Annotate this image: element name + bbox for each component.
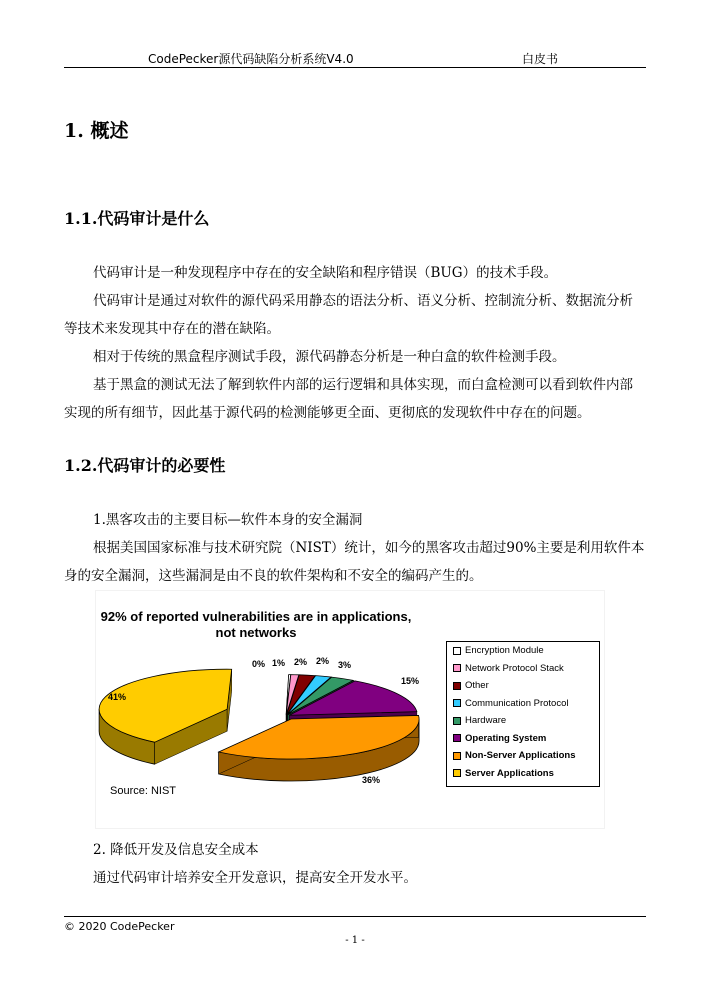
paragraph: 基于黑盒的测试无法了解到软件内部的运行逻辑和具体实现，而白盒检测可以看到软件内部实现的所有细节，因此基于源代码的检测能够更全面、更彻底的发现软件中存在的问题。: [64, 377, 633, 421]
vulnerability-pie-chart: [96, 591, 604, 828]
legend-swatch: [453, 769, 461, 777]
legend-label: Communication Protocol: [465, 697, 569, 709]
legend-label: Encryption Module: [465, 645, 544, 657]
slice-label-other: 2%: [294, 657, 308, 667]
page-number: - 1 -: [345, 935, 365, 946]
page-header: [64, 48, 646, 68]
chart-title: 92% of reported vulnerabilities are in applications, not networks: [100, 609, 412, 640]
paragraph: 1.黑客攻击的主要目标—软件本身的安全漏洞: [93, 512, 363, 528]
legend-swatch: [453, 664, 461, 672]
slice-label-os: 15%: [401, 676, 420, 686]
paragraph: 通过代码审计培养安全开发意识，提高安全开发水平。: [93, 870, 417, 886]
legend-item: [447, 747, 599, 765]
legend-swatch: [453, 734, 461, 742]
legend-label: Hardware: [465, 715, 507, 727]
legend-label: Operating System: [465, 732, 547, 744]
copyright: © 2020 CodePecker: [64, 920, 175, 933]
legend-swatch: [453, 752, 461, 760]
paragraph: 根据美国国家标准与技术研究院（NIST）统计，如今的黑客攻击超过90%主要是利用软件本身的安全漏洞，这些漏洞是由不良的软件架构和不安全的编码产生的。: [64, 540, 645, 584]
header-title: CodePecker源代码缺陷分析系统V4.0: [148, 52, 354, 66]
legend-swatch: [453, 682, 461, 690]
header-doc-type: 白皮书: [522, 52, 559, 66]
slice-label-encryption: 0%: [252, 659, 266, 669]
paragraph: 代码审计是通过对软件的源代码采用静态的语法分析、语义分析、控制流分析、数据流分析等技术来发现其中存在的潜在缺陷。: [64, 293, 633, 337]
legend-swatch: [453, 647, 461, 655]
legend-swatch: [453, 699, 461, 707]
slice-label-network-stack: 1%: [272, 658, 286, 668]
legend-swatch: [453, 717, 461, 725]
legend-label: Other: [465, 680, 489, 692]
legend-item: [447, 642, 599, 660]
paragraph: 相对于传统的黑盒程序测试手段，源代码静态分析是一种白盒的软件检测手段。: [93, 349, 566, 365]
heading-overview: 1. 概述: [64, 120, 129, 142]
heading-necessity: 1.2.代码审计的必要性: [64, 456, 226, 475]
chart-source: Source: NIST: [110, 785, 177, 797]
slice-label-server: 41%: [108, 692, 127, 702]
legend-item: [447, 765, 599, 783]
paragraph: 代码审计是一种发现程序中存在的安全缺陷和程序错误（BUG）的技术手段。: [93, 265, 558, 281]
paragraph: 2. 降低开发及信息安全成本: [93, 842, 259, 858]
slice-label-non-server: 36%: [362, 775, 381, 785]
legend-item: [447, 660, 599, 678]
legend-item: [447, 677, 599, 695]
page-footer: [64, 916, 646, 933]
legend-label: Server Applications: [465, 767, 554, 779]
slice-label-hardware: 3%: [338, 660, 352, 670]
legend-label: Network Protocol Stack: [465, 662, 564, 674]
legend-item: [447, 712, 599, 730]
legend-item: [447, 730, 599, 748]
slice-label-communication: 2%: [316, 656, 330, 666]
legend-label: Non-Server Applications: [465, 750, 576, 762]
chart-legend: [446, 641, 600, 787]
legend-item: [447, 695, 599, 713]
heading-what-is-code-audit: 1.1.代码审计是什么: [64, 209, 210, 228]
